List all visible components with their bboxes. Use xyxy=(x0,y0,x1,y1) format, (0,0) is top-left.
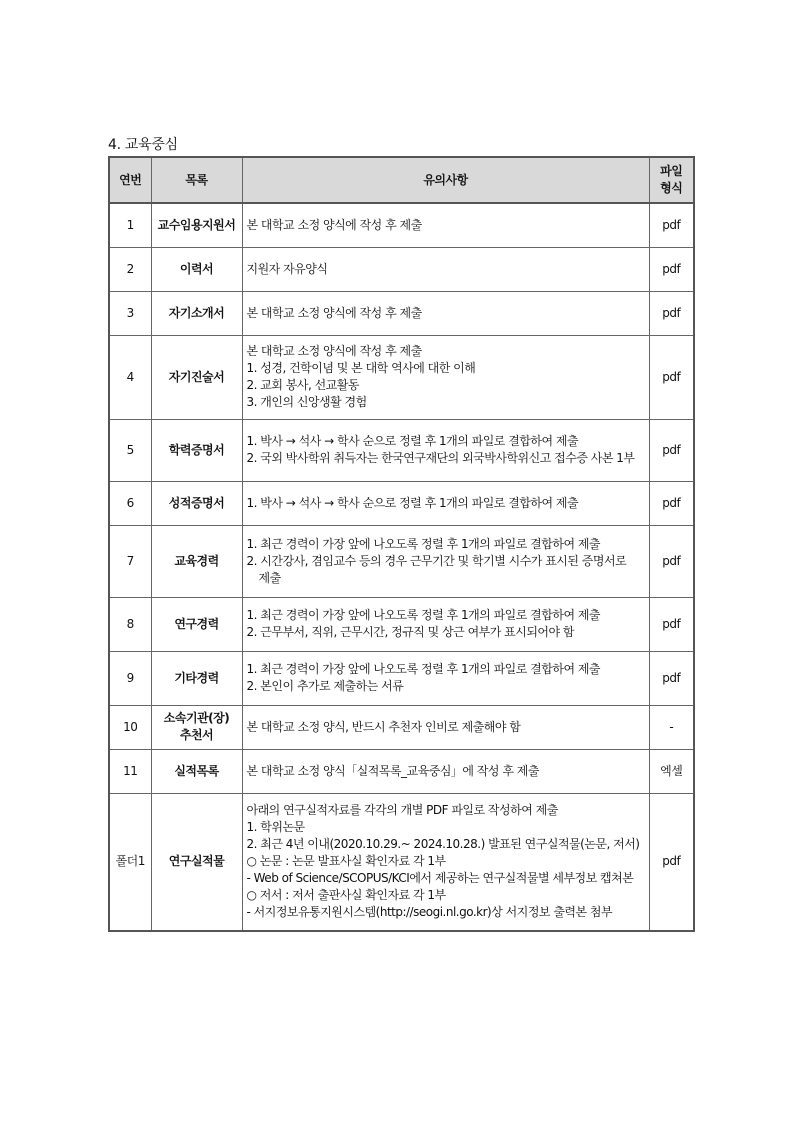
row-number: 10 xyxy=(109,705,151,749)
table-row xyxy=(109,525,694,597)
note-line: 1. 학위논문 xyxy=(246,820,305,835)
table-row xyxy=(109,291,694,335)
row-item-line: 자기진술서 xyxy=(168,369,225,384)
note-line: 1. 성경, 건학이념 및 본 대학 역사에 대한 이해 xyxy=(246,361,476,375)
row-file-format: pdf xyxy=(649,525,694,597)
row-number: 폴더1 xyxy=(109,793,151,931)
note-line: 본 대학교 소정 양식「실적목록_교육중심」에 작성 후 제출 xyxy=(246,763,539,778)
table-body xyxy=(109,203,694,931)
header-format-line: 파일 xyxy=(660,164,683,178)
table-row xyxy=(109,749,694,793)
row-item xyxy=(151,203,242,247)
note-line: 2. 근무부서, 직위, 근무시간, 정규직 및 상근 여부가 표시되어야 함 xyxy=(246,625,575,639)
row-item-line: 실적목록 xyxy=(174,763,219,778)
note-line: 1. 최근 경력이 가장 앞에 나오도록 정렬 후 1개의 파일로 결합하여 제출 xyxy=(246,662,601,676)
row-notes xyxy=(242,203,649,247)
row-notes xyxy=(242,651,649,705)
row-item xyxy=(151,651,242,705)
note-line: ○ 저서 : 저서 출판사실 확인자료 각 1부 xyxy=(246,888,446,903)
row-item-line: 추천서 xyxy=(179,728,214,742)
note-line: 2. 시간강사, 겸임교수 등의 경우 근무기간 및 학기별 시수가 표시된 증명서로 xyxy=(246,553,627,568)
row-file-format: - xyxy=(649,705,694,749)
table-row xyxy=(109,419,694,481)
row-file-format: pdf xyxy=(649,335,694,419)
row-item xyxy=(151,597,242,651)
note-line: 본 대학교 소정 양식에 작성 후 제출 xyxy=(246,344,422,358)
row-item xyxy=(151,749,242,793)
row-file-format: pdf xyxy=(649,247,694,291)
row-notes xyxy=(242,525,649,597)
row-notes xyxy=(242,419,649,481)
table-row xyxy=(109,203,694,247)
note-line: 1. 박사 → 석사 → 학사 순으로 정렬 후 1개의 파일로 결합하여 제출 xyxy=(246,434,579,448)
row-file-format: 엑셀 xyxy=(649,749,694,793)
header-format xyxy=(649,157,694,203)
note-line: 3. 개인의 신앙생활 경험 xyxy=(246,395,367,409)
row-item-line: 소속기관(장) xyxy=(163,711,230,725)
note-line: - 서지정보유통지원시스템(http://seogi.nl.go.kr)상 서지정보 출력본 첨부 xyxy=(246,905,613,920)
row-number: 7 xyxy=(109,525,151,597)
row-file-format: pdf xyxy=(649,651,694,705)
row-file-format: pdf xyxy=(649,291,694,335)
row-item xyxy=(151,481,242,525)
row-file-format: pdf xyxy=(649,597,694,651)
row-notes xyxy=(242,793,649,931)
row-file-format: pdf xyxy=(649,793,694,931)
row-number: 1 xyxy=(109,203,151,247)
header-notes: 유의사항 xyxy=(242,157,649,203)
row-item xyxy=(151,525,242,597)
header-format-line: 형식 xyxy=(660,181,683,195)
row-item xyxy=(151,291,242,335)
row-item-line: 교수임용지원서 xyxy=(157,217,236,232)
note-line: 1. 최근 경력이 가장 앞에 나오도록 정렬 후 1개의 파일로 결합하여 제출 xyxy=(246,536,601,551)
note-line: 1. 최근 경력이 가장 앞에 나오도록 정렬 후 1개의 파일로 결합하여 제출 xyxy=(246,608,601,622)
row-file-format: pdf xyxy=(649,481,694,525)
header-item: 목록 xyxy=(151,157,242,203)
row-number: 4 xyxy=(109,335,151,419)
row-number: 8 xyxy=(109,597,151,651)
row-number: 2 xyxy=(109,247,151,291)
row-item xyxy=(151,705,242,749)
note-line: 2. 본인이 추가로 제출하는 서류 xyxy=(246,679,404,693)
row-number: 5 xyxy=(109,419,151,481)
row-item xyxy=(151,793,242,931)
note-line: 1. 박사 → 석사 → 학사 순으로 정렬 후 1개의 파일로 결합하여 제출 xyxy=(246,495,579,510)
note-line: ○ 논문 : 논문 발표사실 확인자료 각 1부 xyxy=(246,854,446,869)
row-number: 6 xyxy=(109,481,151,525)
row-item xyxy=(151,419,242,481)
table-row xyxy=(109,651,694,705)
header-no: 연번 xyxy=(109,157,151,203)
table-header-row xyxy=(109,157,694,203)
row-notes xyxy=(242,597,649,651)
table-row xyxy=(109,481,694,525)
requirements-table xyxy=(108,156,695,932)
note-line: 아래의 연구실적자료를 각각의 개별 PDF 파일로 작성하여 제출 xyxy=(246,803,558,818)
row-notes xyxy=(242,247,649,291)
note-line: 2. 최근 4년 이내(2020.10.29.~ 2024.10.28.) 발표된 연구실적물(논문, 저서) xyxy=(246,837,640,852)
row-item-line: 자기소개서 xyxy=(168,305,225,320)
note-line: 지원자 자유양식 xyxy=(246,261,328,276)
row-item-line: 연구경력 xyxy=(174,616,219,631)
note-line: 2. 국외 박사학위 취득자는 한국연구재단의 외국박사학위신고 접수증 사본 1부 xyxy=(246,451,635,465)
section-title: 4. 교육중심 xyxy=(108,137,178,153)
row-item-line: 기타경력 xyxy=(174,670,219,685)
row-item-line: 연구실적물 xyxy=(168,854,225,869)
table-row xyxy=(109,247,694,291)
row-file-format: pdf xyxy=(649,203,694,247)
note-line: 본 대학교 소정 양식에 작성 후 제출 xyxy=(246,217,422,232)
table-row xyxy=(109,705,694,749)
table-row xyxy=(109,335,694,419)
note-line: 본 대학교 소정 양식, 반드시 추천자 인비로 제출해야 함 xyxy=(246,719,521,734)
row-notes xyxy=(242,749,649,793)
note-line: 2. 교회 봉사, 선교활동 xyxy=(246,378,359,392)
row-number: 3 xyxy=(109,291,151,335)
row-number: 11 xyxy=(109,749,151,793)
row-item xyxy=(151,335,242,419)
row-notes xyxy=(242,481,649,525)
row-file-format: pdf xyxy=(649,419,694,481)
note-line: - Web of Science/SCOPUS/KCI에서 제공하는 연구실적물별 세부정보 캡쳐본 xyxy=(246,871,634,886)
row-number: 9 xyxy=(109,651,151,705)
row-item-line: 성적증명서 xyxy=(168,495,225,510)
table-row xyxy=(109,597,694,651)
row-notes xyxy=(242,291,649,335)
note-line: 본 대학교 소정 양식에 작성 후 제출 xyxy=(246,305,422,320)
row-item-line: 이력서 xyxy=(179,261,214,276)
row-notes xyxy=(242,705,649,749)
row-item-line: 학력증명서 xyxy=(168,442,225,457)
table-row xyxy=(109,793,694,931)
note-line: 제출 xyxy=(258,570,281,585)
row-notes xyxy=(242,335,649,419)
row-item xyxy=(151,247,242,291)
row-item-line: 교육경력 xyxy=(174,553,219,568)
